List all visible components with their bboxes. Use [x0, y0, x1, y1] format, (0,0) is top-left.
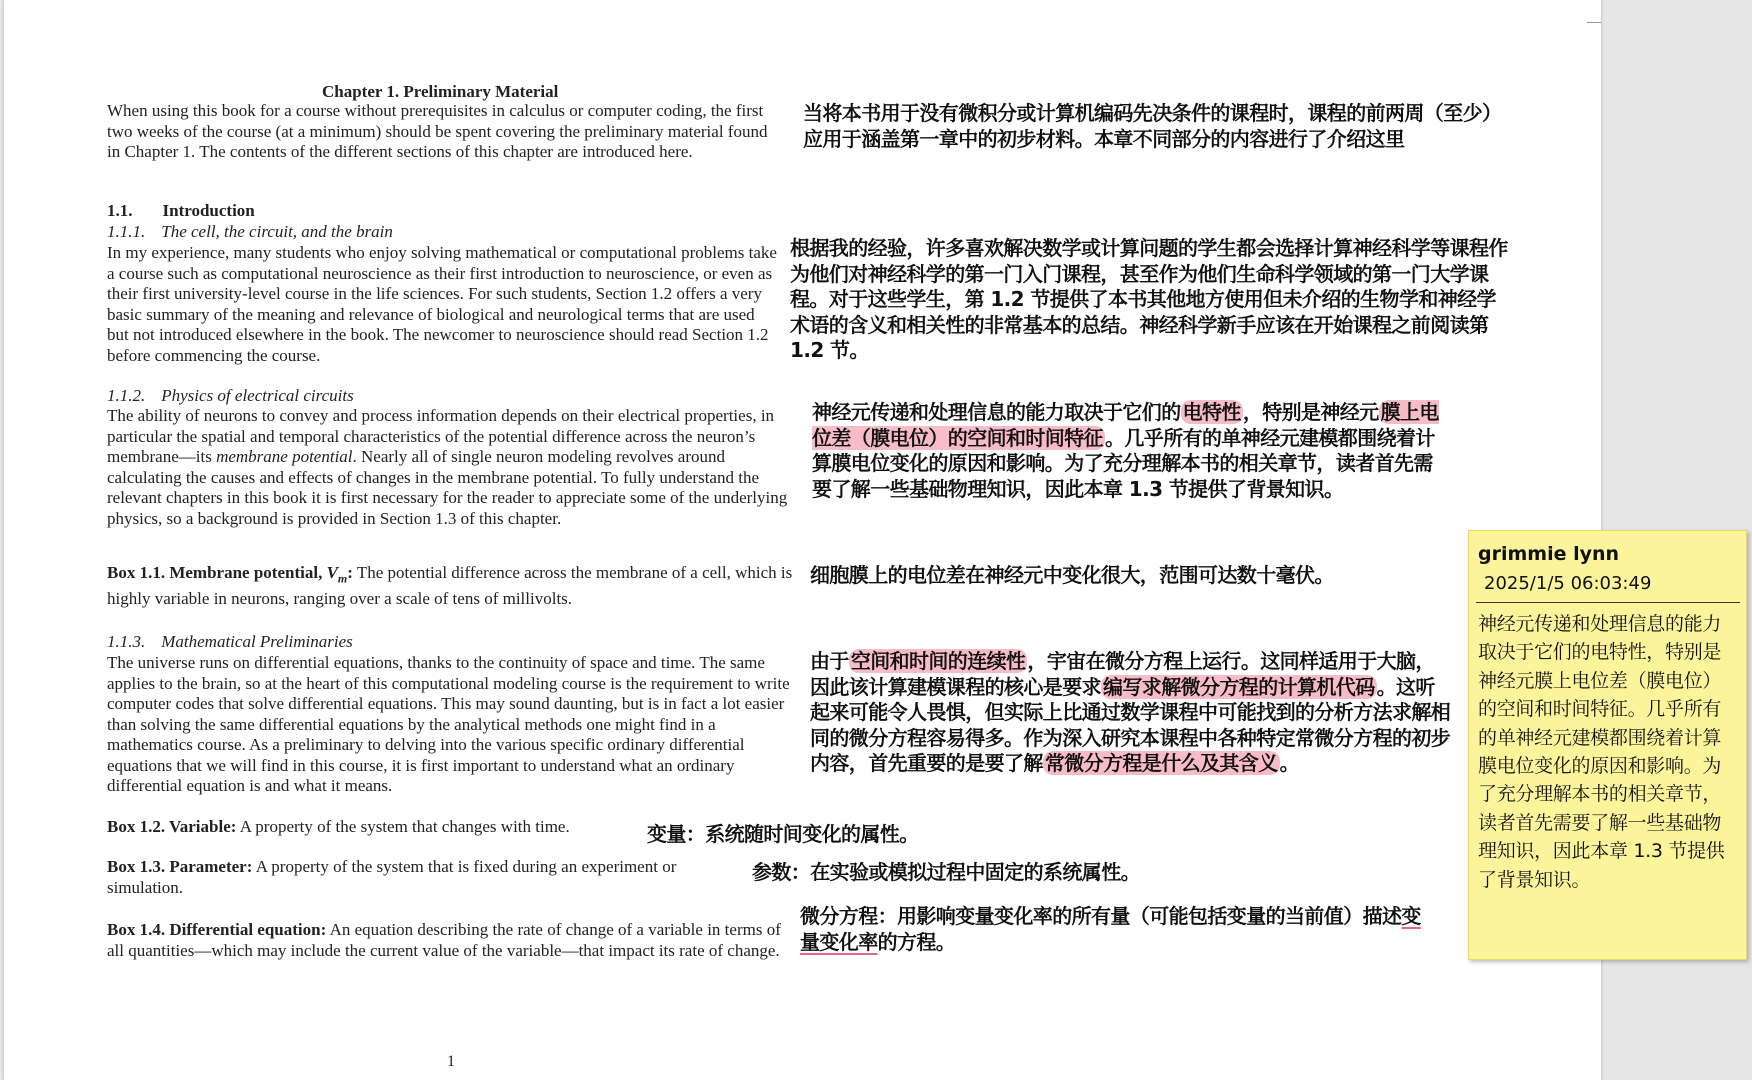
underline-annotation[interactable]: 变量变化率 [800, 904, 1421, 954]
translation-text: 。几乎所有的单神经元建模都围绕着计算膜电位变化的原因和影响。为了充分理解本书的相关章节，读者首先需要了解一些基础物理知识，因此本章 1.3 节提供了背景知识。 [812, 425, 1435, 501]
term-membrane-potential: membrane potential [216, 447, 353, 466]
subsection-heading-1-1-1 [107, 222, 393, 242]
translation-text: 。这听起来可能令人畏惧，但实际上比通过数学课程中可能找到的分析方法求解相同的微分方程容易得多。作为深入研究本课程中各种特定常微分方程的初步内容，首先重要的是要了解 [810, 674, 1451, 775]
box-label: Box 1.3. Parameter: [107, 857, 253, 876]
chapter-title: Chapter 1. Preliminary Material [322, 82, 559, 101]
highlight-annotation[interactable]: 膜上电位差（膜电位）的空间和时间特征 [812, 400, 1439, 450]
paragraph-1-1-2-translation [812, 400, 1452, 502]
section-title: Introduction [162, 201, 255, 220]
box-1-1-translation: 细胞膜上的电位差在神经元中变化很大，范围可达数十毫伏。 [810, 563, 1334, 587]
paragraph-1-1-2 [107, 406, 792, 529]
box-1-3-translation: 参数：在实验或模拟过程中固定的系统属性。 [752, 860, 1140, 884]
margin-tick [1587, 22, 1601, 23]
subsection-title: Physics of electrical circuits [161, 386, 354, 405]
translation-text: ，特别是神经元 [1242, 400, 1379, 424]
section-number: 1.1. [107, 201, 133, 220]
math-variable: V [326, 563, 338, 582]
note-content[interactable]: 神经元传递和处理信息的能力取决于它们的电特性，特别是神经元膜上电位差（膜电位）的空间和时间特征。几乎所有的单神经元建模都围绕着计算膜电位变化的原因和影响。为了充分理解本书的相关章节，读者首先需要了解一些基础物理知识，因此本章 1.3 节提供了背景知识。 [1478, 613, 1725, 891]
box-1-2-translation: 变量：系统随时间变化的属性。 [647, 822, 919, 846]
box-text: A property of the system that is fixed during an experiment or simulation. [107, 857, 677, 897]
paragraph-1-1-1-translation: 根据我的经验，许多喜欢解决数学或计算问题的学生都会选择计算神经科学等课程作为他们对神经科学的第一门入门课程，甚至作为他们生命科学领域的第一门大学课程。对于这些学生，第 1.2 节提供了本书其他地方使用但未介绍的生物学和神经学术语的含义和相关性的非常基本的总结。神经科学新手应该在开始课程之前阅读第 1.2 节。 [790, 236, 1508, 362]
subsection-number: 1.1.2. [107, 386, 146, 405]
subsection-number: 1.1.3. [107, 632, 146, 651]
box-text: A property of the system that changes with time. [236, 817, 570, 836]
subsection-heading-1-1-3 [107, 632, 353, 652]
note-timestamp: 2025/1/5 06:03:49 [1484, 573, 1652, 594]
translation-text: ，宇宙在微分方程上运行。这同样适用于大脑，因此该计算建模课程的核心是要求 [810, 649, 1435, 699]
intro-translation: 当将本书用于没有微积分或计算机编码先决条件的课程时，课程的前两周（至少）应用于涵盖第一章中的初步材料。本章不同部分的内容进行了介绍这里 [803, 101, 1502, 151]
translation-text: 微分方程：用影响变量变化率的所有量（可能包括变量的当前值）描述 [800, 904, 1402, 928]
note-divider [1476, 602, 1740, 603]
subsection-heading-1-1-2 [107, 386, 354, 406]
document-page [4, 0, 1601, 1080]
highlight-annotation[interactable]: 空间和时间的连续性 [850, 649, 1026, 673]
highlight-annotation[interactable]: 编写求解微分方程的计算机代码 [1103, 674, 1375, 699]
box-label: Box 1.1. Membrane potential, [107, 563, 327, 582]
intro-paragraph: When using this book for a course without prerequisites in calculus or computer coding, the first two weeks of the course (at a minimum) should be spent covering the preliminary material found in Chapter 1. The contents of the different sections of this chapter are introduced here. [107, 101, 768, 161]
box-1-2 [107, 817, 667, 838]
translation-text: 由于 [810, 649, 849, 673]
paragraph-1-1-1: In my experience, many students who enjoy solving mathematical or computational problems take a course such as computational neuroscience as their first introduction to neuroscience, or even as their first university-level course in the life sciences. For such students, Section 1.2 offers a very basic summary of the meaning and relevance of biological and neurological terms that are used but not introduced elsewhere in the book. The newcomer to neuroscience should read Section 1.2 before commencing the course. [107, 243, 777, 365]
highlight-annotation[interactable]: 常微分方程是什么及其含义 [1044, 751, 1278, 775]
paragraph-text: The ability of neurons to convey and process information depends on their electrical properties, in particular the spatial and temporal characteristics of the potential difference across the neuron’s membrane—its [107, 406, 775, 466]
page-number: 1 [447, 1053, 455, 1070]
box-text: An equation describing the rate of change of a variable in terms of all quantities—which may include the current value of the variable—that impact its rate of change. [107, 920, 781, 960]
subsection-number: 1.1.1. [107, 222, 146, 241]
box-label: Box 1.4. Differential equation: [107, 920, 327, 939]
paragraph-1-1-3: The universe runs on differential equations, thanks to the continuity of space and time. The same applies to the brain, so at the heart of this computational modeling course is the requirement to write computer codes that solve differential equations. This may sound daunting, but is in fact a lot easier than solving the same differential equations by the analytical methods one might find in a mathematics course. As a preliminary to delving into the various specific ordinary differential equations that we will find in this course, it is first important to understand what an ordinary differential equation is and what it means. [107, 653, 790, 795]
box-label: Box 1.2. Variable: [107, 817, 237, 836]
note-author: grimmie lynn [1478, 543, 1620, 565]
translation-text: 。 [1279, 751, 1300, 775]
box-1-4-translation [800, 904, 1425, 955]
sticky-note-comment[interactable] [1468, 530, 1747, 960]
paragraph-text: . Nearly all of single neuron modeling revolves around calculating the causes and effects of changes in the membrane potential. To fully understand the relevant chapters in this book it is first necessary for the reader to appreciate some of the underlying physics, so a background is provided in Section 1.3 of this chapter. [107, 447, 788, 528]
box-text: The potential difference across the membrane of a cell, which is highly variable in neurons, ranging over a scale of tens of millivolts. [107, 563, 793, 608]
subsection-title: Mathematical Preliminaries [161, 632, 353, 651]
translation-text: 的方程。 [877, 929, 956, 954]
box-1-3 [107, 857, 747, 898]
section-heading-1-1 [107, 201, 255, 221]
translation-text: 神经元传递和处理信息的能力取决于它们的 [812, 400, 1181, 424]
box-1-1 [107, 563, 797, 609]
subsection-title: The cell, the circuit, and the brain [161, 222, 393, 241]
box-1-4 [107, 920, 782, 961]
paragraph-1-1-3-translation [810, 649, 1452, 777]
math-subscript: m [337, 571, 348, 586]
box-colon: : [347, 563, 353, 582]
highlight-annotation[interactable]: 电特性 [1182, 400, 1241, 424]
